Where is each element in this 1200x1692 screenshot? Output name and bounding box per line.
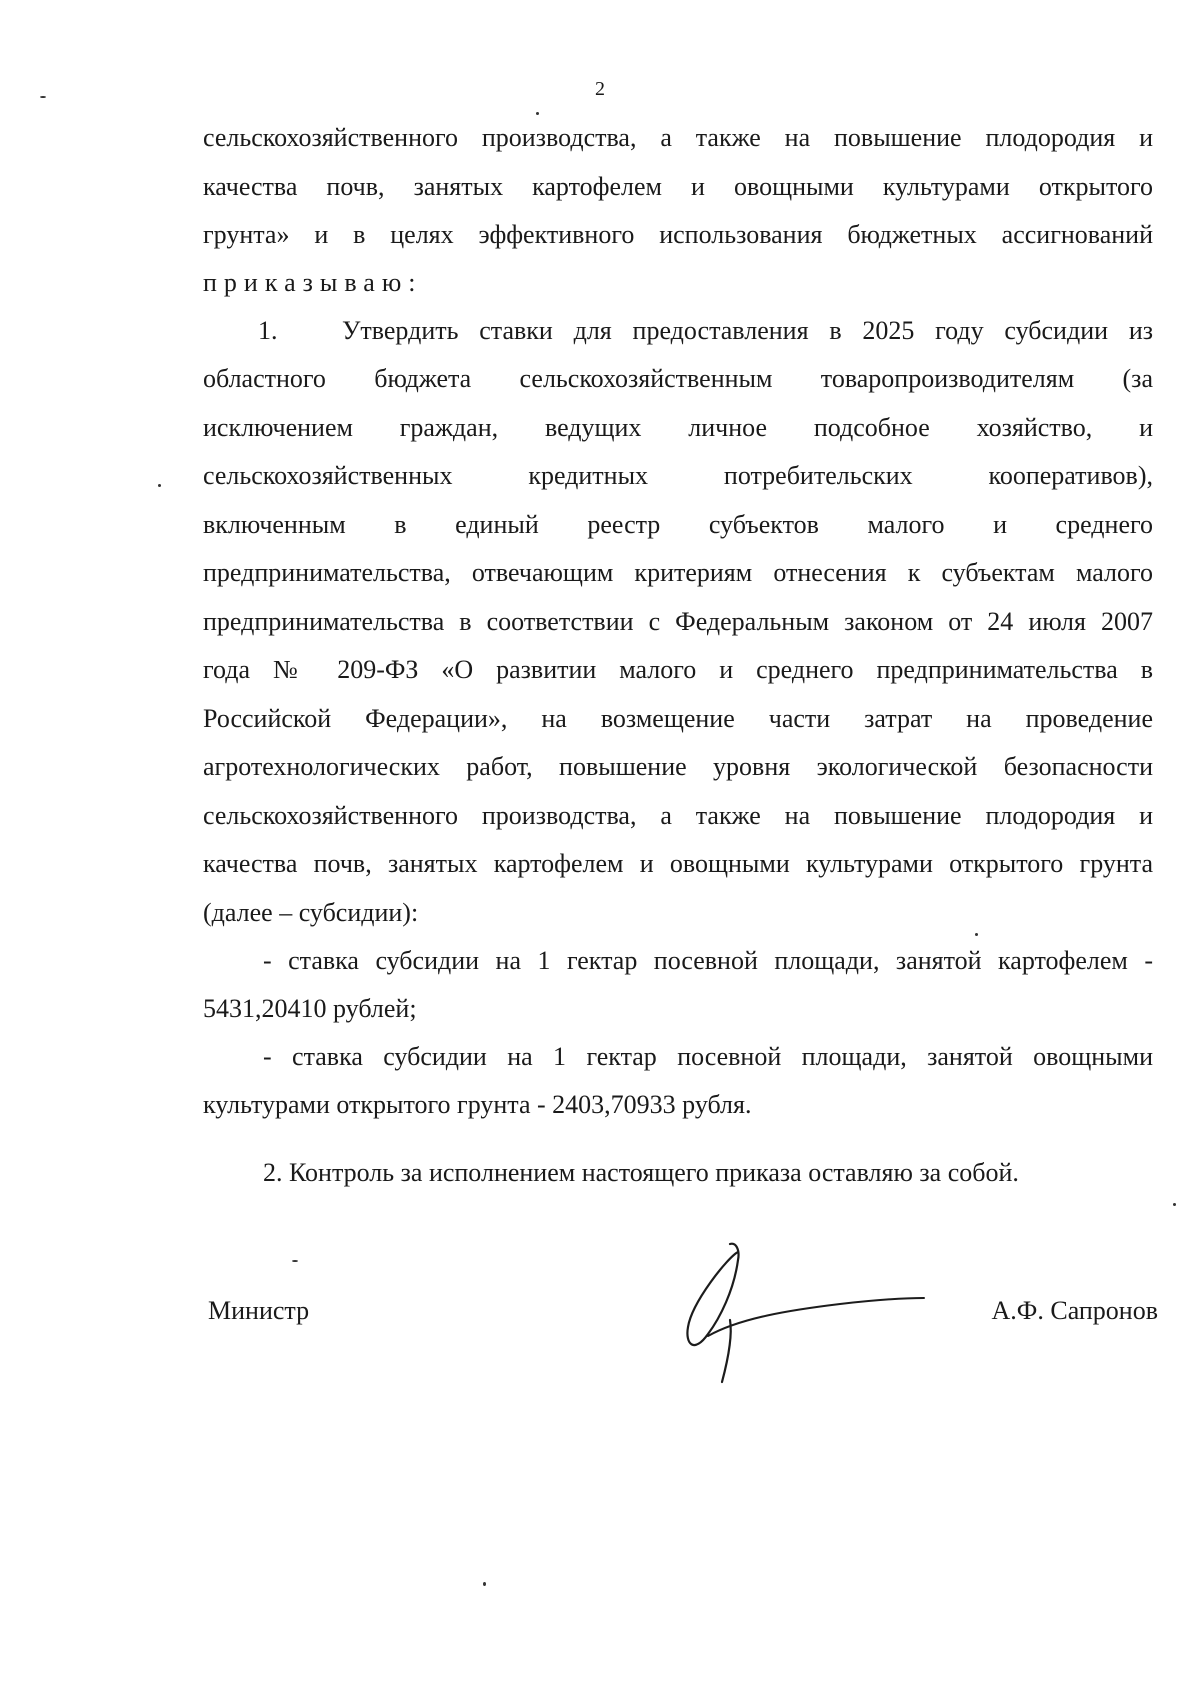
rate-potato-line-2: 5431,20410 рублей;: [203, 994, 417, 1023]
item-1-line-6: предпринимательства, отвечающим критериям отнесения к субъектам малого: [203, 558, 1153, 587]
page-number: 2: [595, 78, 605, 100]
item-1-number: 1.: [258, 316, 278, 345]
item-1-line-2: областного бюджета сельскохозяйственным товаропроизводителям (за: [203, 364, 1153, 393]
item-1-line-1: [203, 307, 1153, 356]
scan-speck: [975, 933, 978, 936]
intro-paragraph: [203, 114, 1153, 260]
scan-speck: [483, 1582, 486, 1586]
item-2-text: 2. Контроль за исполнением настоящего приказа оставляю за собой.: [263, 1158, 1019, 1187]
rate-potato: [203, 937, 1153, 986]
item-1-line-10: агротехнологических работ, повышение уровня экологической безопасности: [203, 752, 1153, 781]
item-1-last-line: (далее – субсидии):: [203, 898, 419, 927]
rate-vegetables-tail: [203, 1081, 1153, 1130]
item-1-line-8: года № 209-ФЗ «О развитии малого и среднего предпринимательства в: [203, 655, 1153, 684]
item-1-tail: [203, 889, 1153, 938]
rate-vegetables-line-2: культурами открытого грунта - 2403,70933 рубля.: [203, 1090, 752, 1119]
item-1-line-7: предпринимательства в соответствии с Федеральным законом от 24 июля 2007: [203, 606, 1153, 636]
rate-potato-line-1: - ставка субсидии на 1 гектар посевной площади, занятой картофелем -: [263, 946, 1153, 975]
item-1-line-5: включенным в единый реестр субъектов малого и среднего: [203, 509, 1153, 539]
scan-speck: [536, 112, 539, 115]
order-word-block: [203, 259, 1153, 308]
scan-speck: [158, 484, 161, 487]
scan-speck: [40, 96, 46, 98]
rate-vegetables: [203, 1033, 1153, 1082]
signer-title: Министр: [208, 1296, 310, 1325]
handwritten-signature: [680, 1232, 940, 1392]
intro-line-2: качества почв, занятых картофелем и овощными культурами открытого: [203, 171, 1153, 201]
item-1-line-9: Российской Федерации», на возмещение части затрат на проведение: [203, 703, 1153, 733]
item-1-body: [203, 355, 1153, 889]
item-1-first-text: Утвердить ставки для предоставления в 2025 году субсидии из: [342, 316, 1153, 345]
rate-potato-tail: [203, 985, 1153, 1034]
intro-line-3: грунта» и в целях эффективного использования бюджетных ассигнований: [203, 220, 1153, 249]
item-2: [203, 1149, 1153, 1198]
item-1-line-11: сельскохозяйственного производства, а также на повышение плодородия и: [203, 800, 1153, 830]
item-1-line-4: сельскохозяйственных кредитных потребительских кооперативов),: [203, 461, 1153, 490]
item-1-line-12: качества почв, занятых картофелем и овощными культурами открытого грунта: [203, 849, 1153, 878]
scan-speck: [292, 1260, 298, 1262]
intro-line-1: сельскохозяйственного производства, а также на повышение плодородия и: [203, 123, 1153, 152]
order-word: приказываю:: [203, 268, 423, 297]
scan-speck: [1173, 1203, 1176, 1206]
item-1: [203, 307, 1153, 356]
signer-name: А.Ф. Сапронов: [991, 1296, 1158, 1325]
rate-vegetables-line-1: - ставка субсидии на 1 гектар посевной площади, занятой овощными: [263, 1042, 1153, 1071]
item-1-line-3: исключением граждан, ведущих личное подсобное хозяйство, и: [203, 412, 1153, 442]
